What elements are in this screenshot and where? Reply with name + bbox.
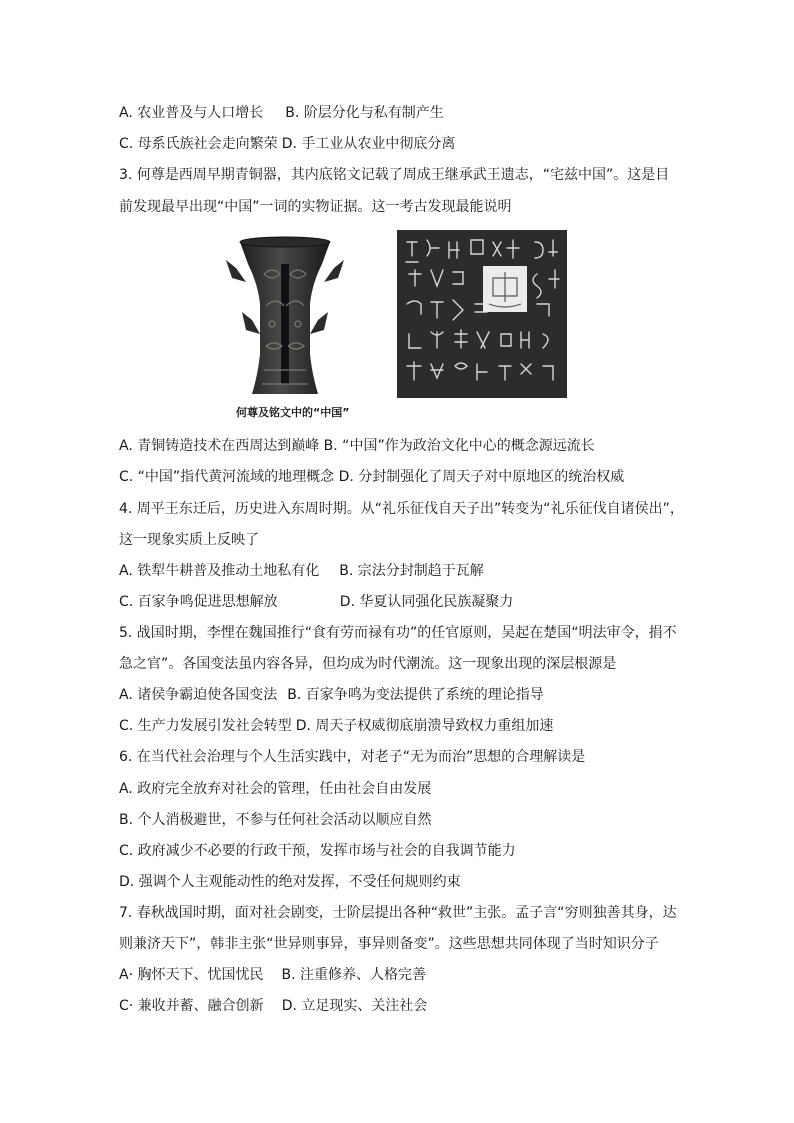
- q5-option-d: D. 周天子权威彻底崩溃导致权力重组加速: [295, 718, 554, 734]
- he-zun-vessel-image: [226, 234, 344, 398]
- q6-stem: 6. 在当代社会治理与个人生活实践中，对老子“无为而治”思想的合理解读是: [119, 749, 586, 765]
- q6-option-c: C. 政府减少不必要的行政干预，发挥市场与社会的自我调节能力: [119, 843, 516, 859]
- q2-option-b: B. 阶层分化与私有制产生: [285, 105, 444, 121]
- q4-option-c: C. 百家争鸣促进思想解放: [119, 594, 278, 610]
- q4-option-a: A. 铁犁牛耕普及推动土地私有化: [119, 563, 320, 579]
- q6-option-a: A. 政府完全放弃对社会的管理，任由社会自由发展: [119, 781, 432, 797]
- q4-options-row2: [119, 592, 513, 612]
- q4-options-row1: [119, 561, 484, 581]
- q2-options-row1: [119, 103, 444, 123]
- q7-option-c: C· 兼收并蓄、融合创新: [119, 998, 264, 1014]
- q7-option-b: B. 注重修养、人格完善: [281, 967, 426, 983]
- q3-stem-line2: 前发现最早出现“中国”一词的实物证据。这一考古发现最能说明: [119, 199, 512, 215]
- q5-option-c: C. 生产力发展引发社会转型: [119, 718, 292, 734]
- inscription-rubbing-image: [397, 230, 567, 398]
- q2-option-a: A. 农业普及与人口增长: [119, 105, 264, 121]
- q7-stem-line2: 则兼济天下”，韩非主张“世异则事异，事异则备变”。这些思想共同体现了当时知识分子: [119, 936, 659, 952]
- q7-option-a: A· 胸怀天下、忧国忧民: [119, 967, 264, 983]
- q5-option-a: A. 诸侯争霸迫使各国变法: [119, 687, 278, 703]
- q3-options-row2: C. “中国”指代黄河流域的地理概念 D. 分封制强化了周天子对中原地区的统治权威: [119, 469, 625, 485]
- q4-stem-line1: 4. 周平王东迁后，历史进入东周时期。从“礼乐征伐自天子出”转变为“礼乐征伐自诸侯出”，: [119, 501, 684, 517]
- q3-stem-line1: 3. 何尊是西周早期青铜器，其内底铭文记载了周成王继承武王遗志，“宅兹中国”。这是目: [119, 167, 670, 183]
- q4-stem-line2: 这一现象实质上反映了: [119, 532, 259, 548]
- figure-caption: 何尊及铭文中的“中国”: [236, 406, 350, 419]
- q2-option-d: D. 手工业从农业中彻底分离: [281, 136, 456, 152]
- q5-options-row2: [119, 716, 553, 736]
- q5-options-row1: [119, 685, 544, 705]
- q6-option-d: D. 强调个人主观能动性的绝对发挥，不受任何规则约束: [119, 874, 461, 890]
- q7-option-d: D. 立足现实、关注社会: [281, 998, 428, 1014]
- q6-option-b: B. 个人消极避世，不参与任何社会活动以顺应自然: [119, 812, 432, 828]
- q7-stem-line1: 7. 春秋战国时期，面对社会剧变，士阶层提出各种“救世”主张。孟子言“穷则独善其身，达: [119, 905, 677, 921]
- q4-option-b: B. 宗法分封制趋于瓦解: [339, 563, 484, 579]
- q3-options-row1: A. 青铜铸造技术在西周达到巅峰 B. “中国”作为政治文化中心的概念源远流长: [119, 438, 595, 454]
- q2-option-c: C. 母系氏族社会走向繁荣: [119, 136, 278, 152]
- q2-options-row2: [119, 134, 455, 154]
- q5-option-b: B. 百家争鸣为变法提供了系统的理论指导: [287, 687, 544, 703]
- q5-stem-line1: 5. 战国时期，李悝在魏国推行“食有劳而禄有功”的任官原则，吴起在楚国“明法审令，捐不: [119, 625, 677, 641]
- q7-options-row1: [119, 965, 426, 985]
- q5-stem-line2: 急之官”。各国变法虽内容各异，但均成为时代潮流。这一现象出现的深层根源是: [119, 656, 617, 672]
- q3-figure: [226, 228, 566, 408]
- q7-options-row2: [119, 996, 427, 1016]
- q4-option-d: D. 华夏认同强化民族凝聚力: [339, 594, 514, 610]
